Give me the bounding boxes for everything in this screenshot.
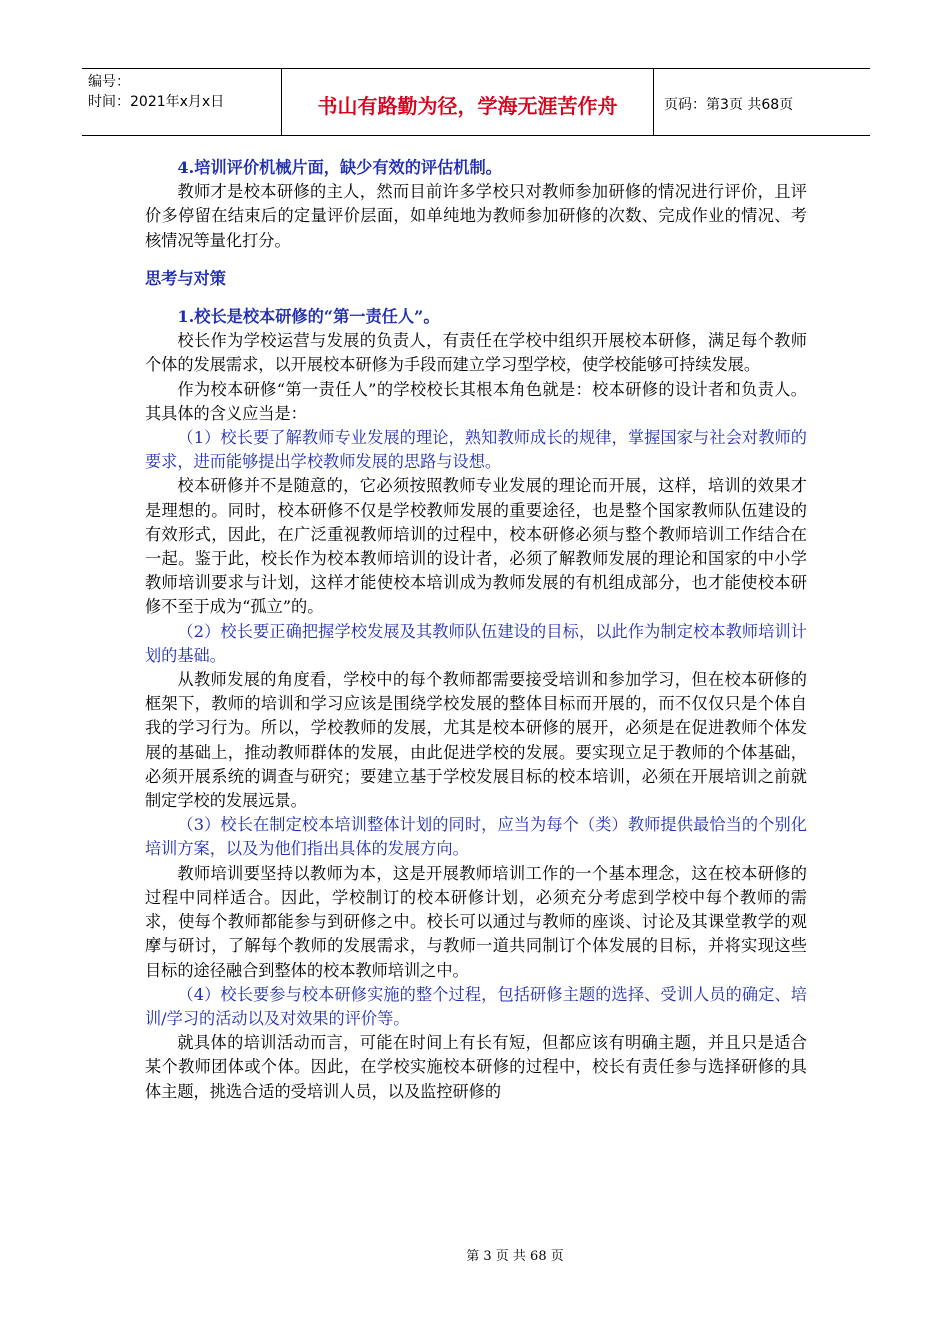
header-page-info: 页码：第3页 共68页 (664, 97, 794, 113)
page-header (82, 68, 870, 136)
point-3: （3）校长在制定校本培训整体计划的同时，应当为每个（类）教师提供最恰当的个别化培训方案，以及为他们指出具体的发展方向。 (145, 815, 807, 859)
header-motto: 书山有路勤为径，学海无涯苦作舟 (282, 69, 654, 135)
page-footer: 第 3 页 共 68 页 (466, 1249, 564, 1264)
document-body (145, 156, 807, 1104)
paragraph: 从教师发展的角度看，学校中的每个教师都需要接受培训和参加学习，但在校本研修的框架下，教师的培训和学习应该是围绕学校发展的整体目标而开展的，而不仅仅只是个体自我的学习行为。所以，学校教师的发展，尤其是校本研修的展开，必须是在促进教师个体发展的基础上，推动教师群体的发展，由此促进学校的发展。要实现立足于教师的个体基础，必须开展系统的调查与研究；要建立基于学校发展目标的校本培训，必须在开展培训之前就制定学校的发展远景。 (145, 670, 807, 811)
document-time-label: 时间：2021年x月x日 (88, 94, 225, 110)
paragraph: 校长作为学校运营与发展的负责人，有责任在学校中组织开展校本研修，满足每个教师个体的发展需求，以开展校本研修为手段而建立学习型学校，使学校能够可持续发展。 (145, 331, 807, 375)
subheading-principal-responsibility: 1.校长是校本研修的“第一责任人”。 (177, 307, 440, 327)
header-meta-cell (82, 69, 282, 135)
paragraph: 就具体的培训活动而言，可能在时间上有长有短，但都应该有明确主题，并且只是适合某个教师团体或个体。因此，在学校实施校本研修的过程中，校长有责任参与选择研修的具体主题，挑选合适的受培训人员，以及监控研修的 (145, 1033, 807, 1101)
document-number-label: 编号： (88, 74, 130, 90)
section-heading-strategy: 思考与对策 (145, 268, 226, 288)
point-1: （1）校长要了解教师专业发展的理论，熟知教师成长的规律，掌握国家与社会对教师的要求，进而能够提出学校教师发展的思路与设想。 (145, 428, 807, 472)
paragraph: 教师才是校本研修的主人，然而目前许多学校只对教师参加研修的情况进行评价，且评价多停留在结束后的定量评价层面，如单纯地为教师参加研修的次数、完成作业的情况、考核情况等量化打分。 (145, 182, 807, 250)
paragraph: 校本研修并不是随意的，它必须按照教师专业发展的理论而开展，这样，培训的效果才是理想的。同时，校本研修不仅是学校教师发展的重要途径，也是整个国家教师队伍建设的有效形式，因此，在广泛重视教师培训的过程中，校本研修必须与整个教师培训工作结合在一起。鉴于此，校长作为校本教师培训的设计者，必须了解教师发展的理论和国家的中小学教师培训要求与计划，这样才能使校本培训成为教师发展的有机组成部分，也才能使校本研修不至于成为“孤立”的。 (145, 476, 807, 617)
subheading-evaluation: 4.培训评价机械片面，缺少有效的评估机制。 (177, 158, 502, 177)
point-2: （2）校长要正确把握学校发展及其教师队伍建设的目标，以此作为制定校本教师培训计划的基础。 (145, 621, 807, 665)
point-4: （4）校长要参与校本研修实施的整个过程，包括研修主题的选择、受训人员的确定、培训/学习的活动以及对效果的评价等。 (145, 984, 807, 1028)
paragraph: 教师培训要坚持以教师为本，这是开展教师培训工作的一个基本理念，这在校本研修的过程中同样适合。因此，学校制订的校本研修计划，必须充分考虑到学校中每个教师的需求，使每个教师都能参与到研修之中。校长可以通过与教师的座谈、讨论及其课堂教学的观摩与研讨，了解每个教师的发展需求，与教师一道共同制订个体发展的目标，并将实现这些目标的途径融合到整体的校本教师培训之中。 (145, 863, 807, 980)
paragraph: 作为校本研修“第一责任人”的学校校长其根本角色就是：校本研修的设计者和负责人。其具体的含义应当是： (145, 379, 807, 423)
